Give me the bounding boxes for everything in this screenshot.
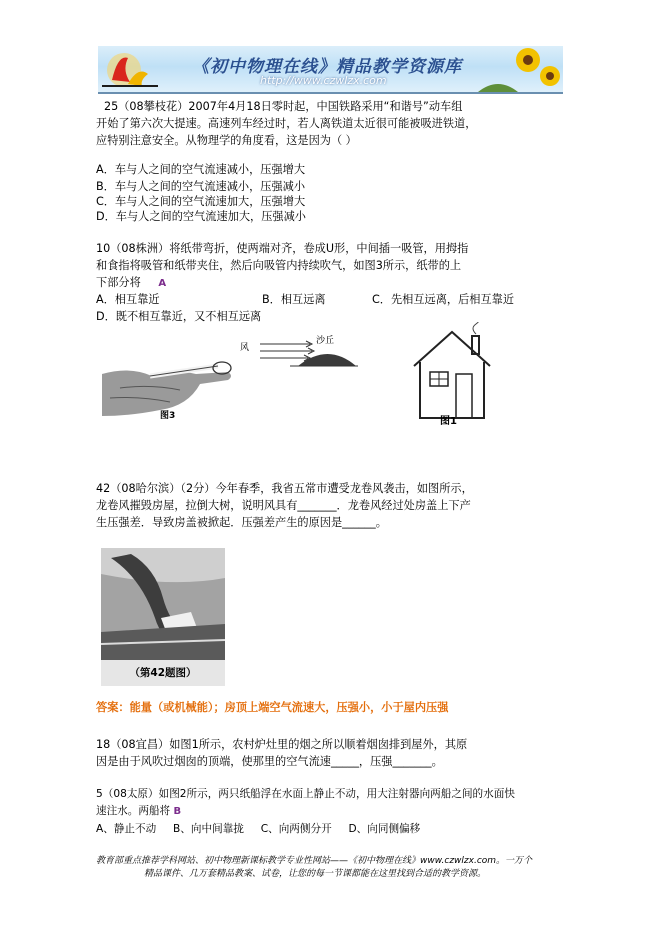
q5-options: A、静止不动 B、向中间靠拢 C、向两侧分开 D、向同侧偏移 [96,823,421,835]
fig42-photo [101,548,225,686]
house-wall-shape [420,362,484,418]
q42-answer: 答案：能量（或机械能）；房顶上端空气流速大，压强小，小于屋内压强 [96,701,449,714]
q25-option-c: C．车与人之间的空气流速加大，压强增大 [96,195,306,208]
tornado-scene [101,548,225,660]
header-banner [98,46,563,94]
q10-line2: 和食指将吸管和纸带夹住，然后向吸管内持续吹气，如图3所示，纸带的上 [96,259,462,272]
banner-title: 《初中物理在线》精品教学资源库 [192,57,462,77]
footer-line1: 教育部重点推荐学科网站、初中物理新课标教学专业性网站——《初中物理在线》www.czwlzx.com。一万个 [96,856,533,866]
q42-line2: 龙卷风摧毁房屋，拉倒大树，说明风具有_______．龙卷风经过处房盖上下产 [96,499,471,512]
q25-line2: 开始了第六次大提速。高速列车经过时，若人离铁道太近很可能被吸进铁道， [96,117,477,130]
q10-option-c: C．先相互远离，后相互靠近 [372,293,515,306]
fig3-label: 图3 [160,411,176,421]
q25-line3: 应特别注意安全。从物理学的角度看，这是因为（ ） [96,134,357,147]
house-door-shape [456,374,472,418]
q10-line1: 10（08株洲）将纸带弯折，使两端对齐，卷成U形，中间插一吸管，用拇指 [96,242,469,255]
q18-line2: 因是由于风吹过烟囱的顶端，使那里的空气流速_____，压强_______。 [96,755,443,768]
q10-answer-mark: A [158,278,167,289]
wind-dune-figure [250,338,360,372]
q25-line1: 25（08攀枝花）2007年4月18日零时起，中国铁路采用“和谐号”动车组 [104,100,463,113]
q42-line1: 42（08哈尔滨）（2分）今年春季，我省五常市遭受龙卷风袭击，如图所示， [96,482,473,495]
q10-option-d: D．既不相互靠近，又不相互远离 [96,310,262,323]
fig1-house-image [410,322,500,422]
footer-line2: 精品课件、几万套精品教案、试卷，让您的每一节课都能在这里找到合适的教学资源。 [144,869,487,879]
q10-option-a: A．相互靠近 [96,293,160,306]
q10-option-b: B．相互远离 [262,293,326,306]
banner-url[interactable]: http://www.czwlzx.com [260,74,387,87]
q42-line3: 生压强差．导致房盖被掀起．压强差产生的原因是______。 [96,516,387,529]
dune-label: 沙丘 [316,336,335,346]
q18-line1: 18（08宜昌）如图1所示，农村炉灶里的烟之所以顺着烟囱排到屋外，其原 [96,738,468,751]
q5-line2-text: 速注水。两船将 [96,805,171,817]
q25-option-b: B．车与人之间的空气流速减小，压强减小 [96,180,306,193]
fig1-label: 图1 [440,416,457,427]
q10-line3 [96,276,166,291]
q10-line3-text: 下部分将 [96,276,141,289]
q25-option-d: D．车与人之间的空气流速加大，压强减小 [96,210,306,223]
fig42-caption: （第42题图） [101,660,225,686]
smoke-shape [473,322,479,334]
q25-option-a: A．车与人之间的空气流速减小，压强增大 [96,163,306,176]
q5-line2 [96,804,181,819]
q5-answer-mark: B [173,806,182,817]
q5-line1: 5（08太原）如图2所示，两只纸船浮在水面上静止不动，用大注射器向两船之间的水面快 [96,788,515,800]
wind-label: 风 [240,343,250,353]
